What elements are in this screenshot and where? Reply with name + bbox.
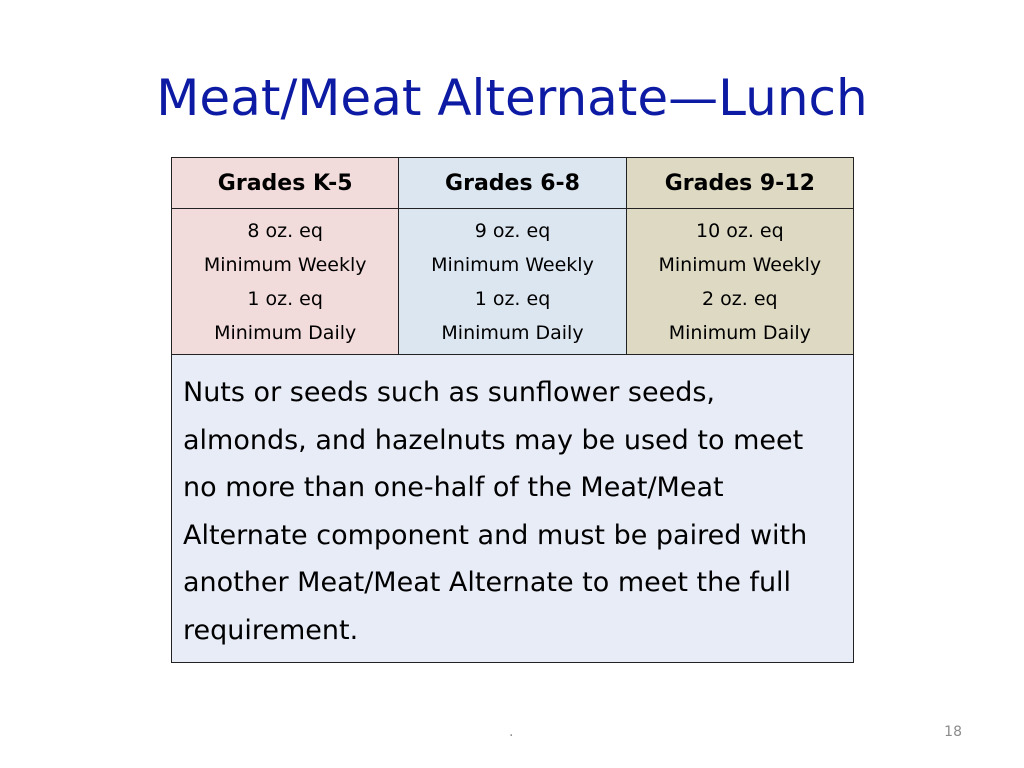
daily-label: Minimum Daily (214, 321, 357, 344)
slide-title: Meat/Meat Alternate—Lunch (156, 69, 868, 127)
table-note-row (172, 355, 854, 663)
weekly-label: Minimum Weekly (658, 253, 822, 276)
nuts-seeds-note: Nuts or seeds such as sunflower seeds, almonds, and hazelnuts may be used to meet no more than one-half of the Meat/Meat Alternate component and must be paired with another Meat/Meat Alternate to meet the full requirement. (172, 355, 854, 663)
daily-amount: 2 oz. eq (702, 287, 778, 310)
footer-text: . (509, 724, 514, 740)
weekly-label: Minimum Weekly (203, 253, 367, 276)
weekly-amount: 9 oz. eq (474, 219, 551, 242)
amount-cell-9-12 (626, 209, 853, 355)
daily-label: Minimum Daily (441, 321, 584, 344)
header-grades-k5: Grades K-5 (172, 158, 399, 209)
daily-amount: 1 oz. eq (247, 287, 323, 310)
weekly-amount: 10 oz. eq (696, 219, 784, 242)
table-amount-row (172, 209, 854, 355)
meal-requirements-table (171, 157, 854, 663)
daily-label: Minimum Daily (668, 321, 811, 344)
amount-cell-k5 (172, 209, 399, 355)
page-number: 18 (944, 724, 962, 740)
header-grades-6-8: Grades 6-8 (399, 158, 626, 209)
header-grades-9-12: Grades 9-12 (626, 158, 853, 209)
amount-cell-6-8 (399, 209, 626, 355)
weekly-label: Minimum Weekly (431, 253, 594, 276)
table-header-row (172, 158, 854, 209)
weekly-amount: 8 oz. eq (247, 219, 323, 242)
daily-amount: 1 oz. eq (474, 287, 551, 310)
